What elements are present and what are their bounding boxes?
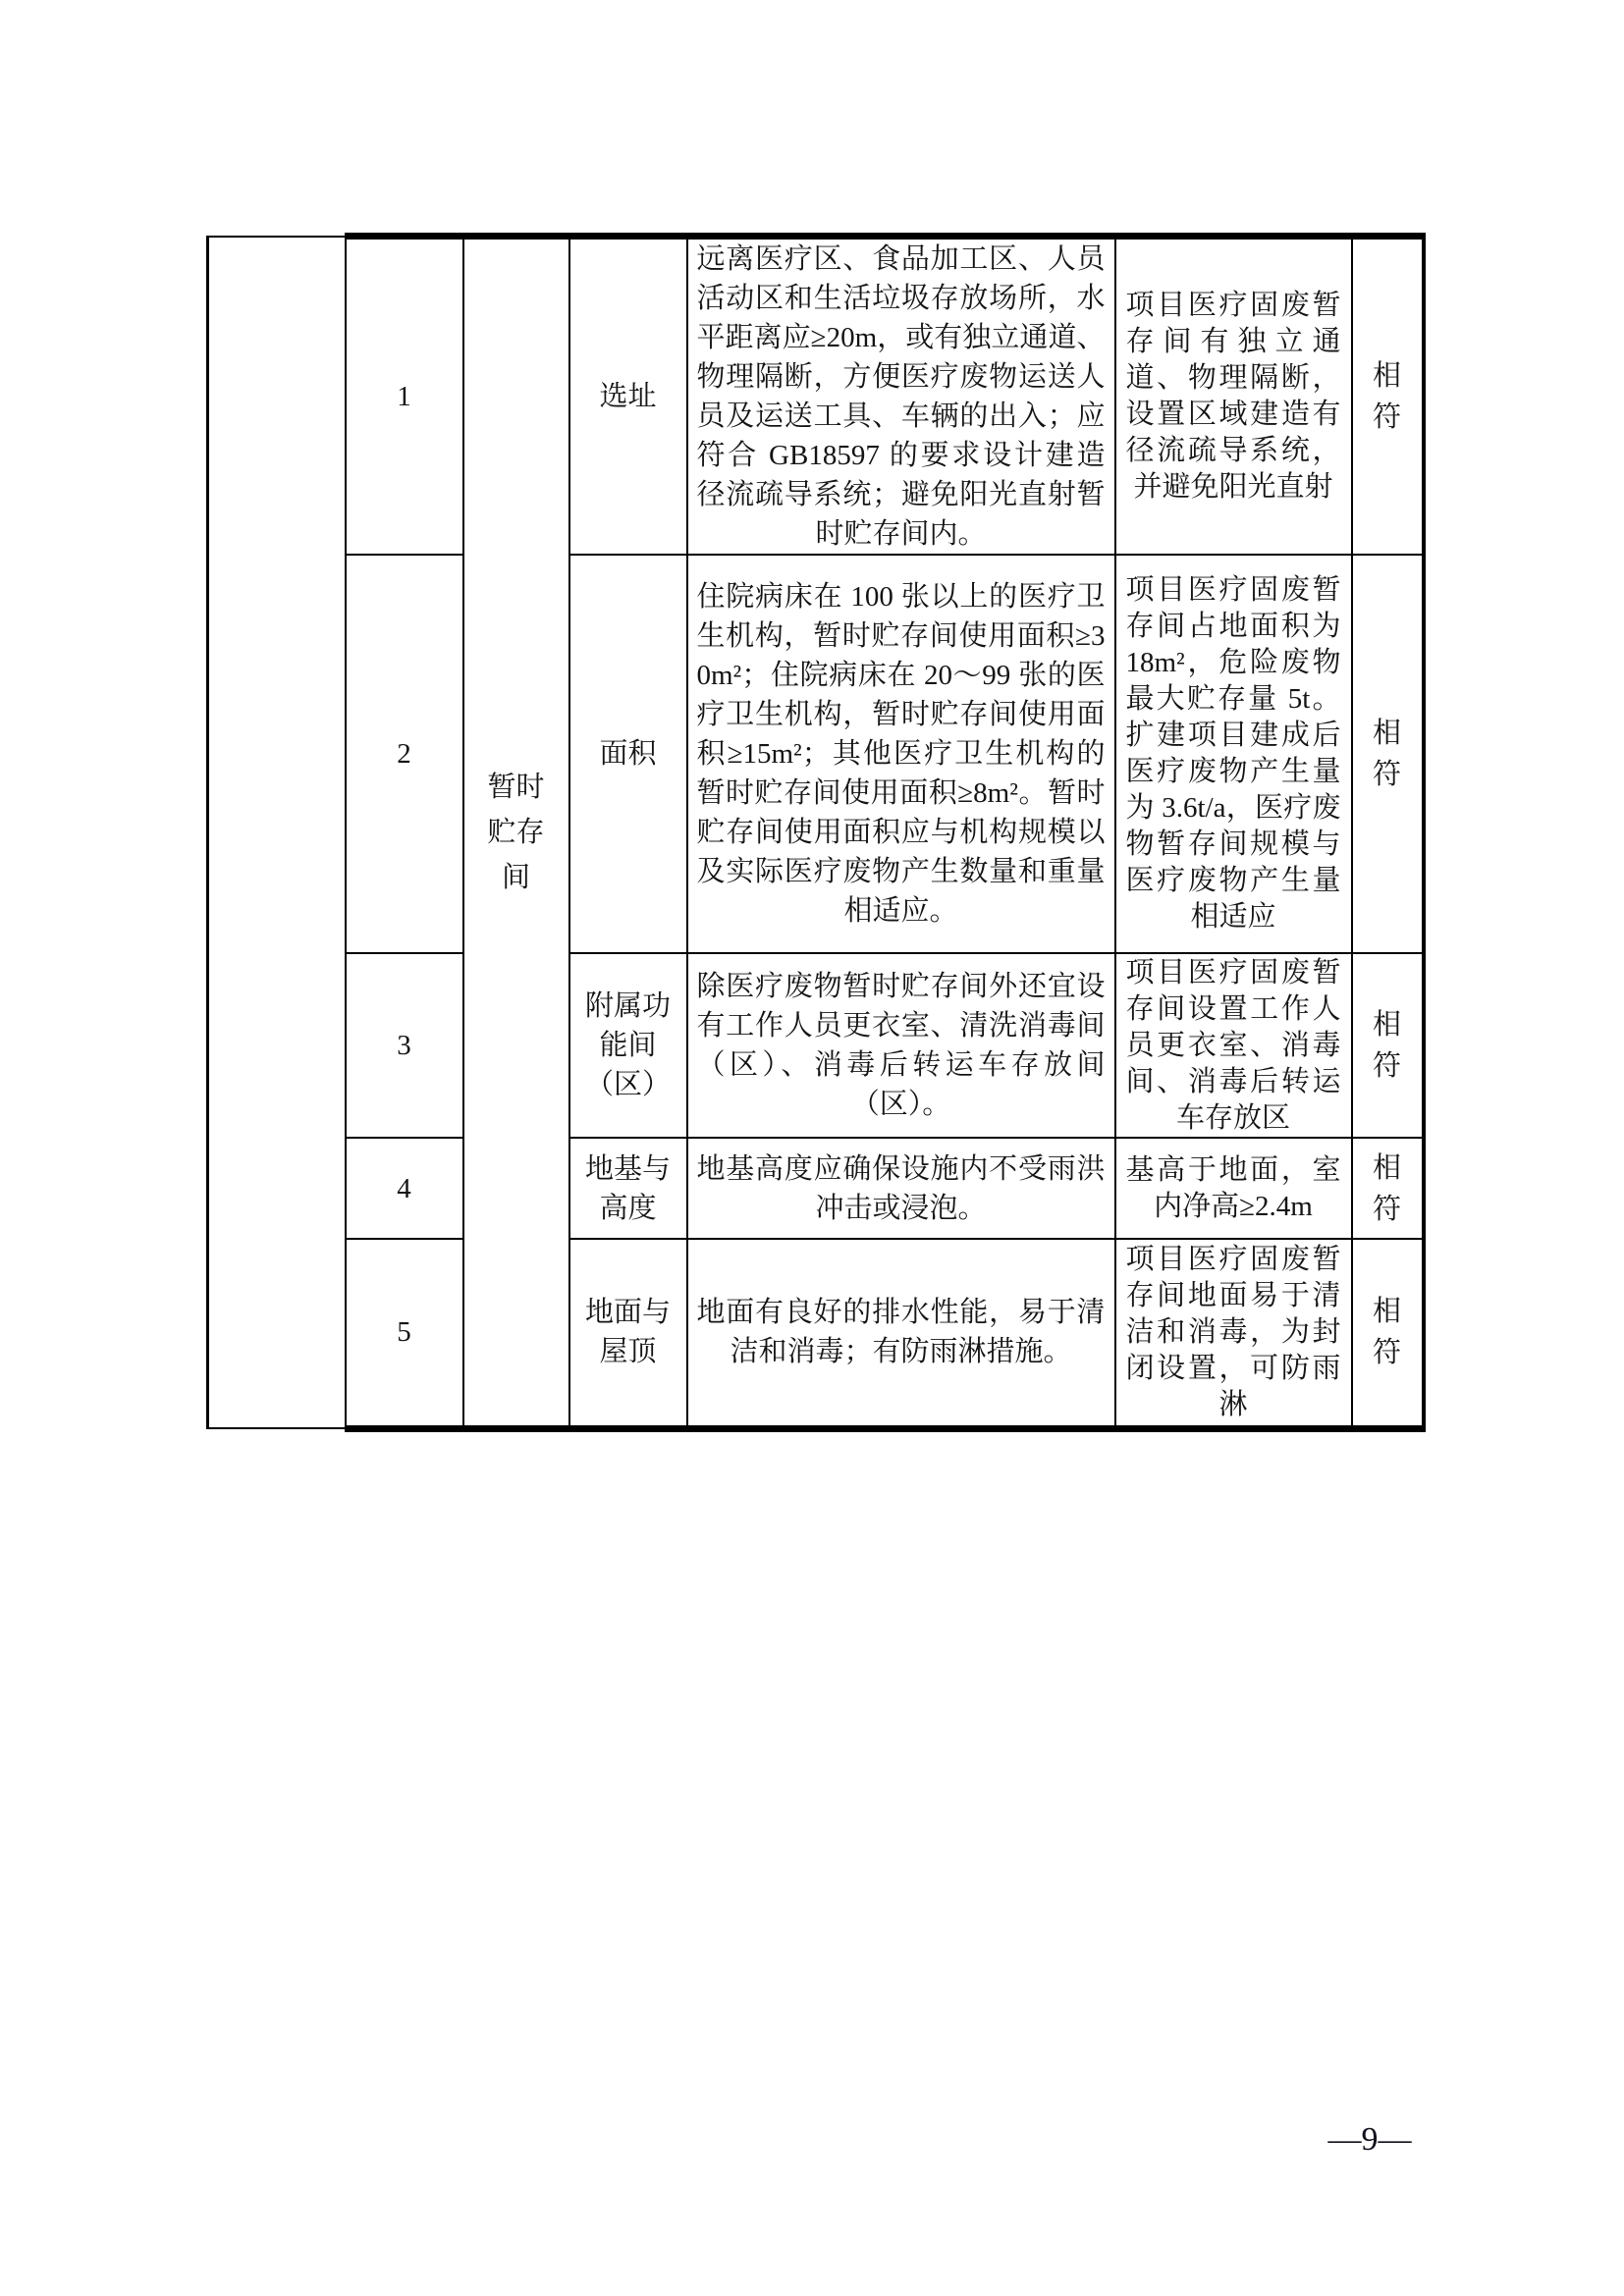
actual-cell: 项目医疗固废暂存间地面易于清洁和消毒，为封闭设置，可防雨淋	[1115, 1239, 1352, 1428]
actual-cell: 项目医疗固废暂存间有独立通道、物理隔断，设置区域建造有径流疏导系统，并避免阳光直射	[1115, 237, 1352, 556]
item-cell: 地面与屋顶	[569, 1239, 687, 1428]
requirement-cell: 地面有良好的排水性能，易于清洁和消毒；有防雨淋措施。	[687, 1239, 1115, 1428]
table-row	[208, 237, 1424, 556]
table-row	[208, 1138, 1424, 1239]
actual-cell: 基高于地面，室内净高≥2.4m	[1115, 1138, 1352, 1239]
requirement-cell: 除医疗废物暂时贮存间外还宜设有工作人员更衣室、清洗消毒间（区）、消毒后转运车存放间（区）。	[687, 953, 1115, 1138]
conclusion-cell: 相符	[1352, 555, 1424, 953]
item-cell: 选址	[569, 237, 687, 556]
seq-cell: 4	[346, 1138, 463, 1239]
side-spacer-cell	[208, 237, 346, 1429]
requirement-cell: 地基高度应确保设施内不受雨洪冲击或浸泡。	[687, 1138, 1115, 1239]
seq-cell: 2	[346, 555, 463, 953]
table-row	[208, 1239, 1424, 1428]
requirement-cell: 住院病床在 100 张以上的医疗卫生机构，暂时贮存间使用面积≥30m²；住院病床在 20～99 张的医疗卫生机构，暂时贮存间使用面积≥15m²；其他医疗卫生机构的暂时贮存间使用面积≥8m²。暂时贮存间使用面积应与机构规模以及实际医疗废物产生数量和重量相适应。	[687, 555, 1115, 953]
conclusion-cell: 相符	[1352, 953, 1424, 1138]
category-cell: 暂时贮存间	[463, 237, 569, 1429]
conclusion-cell: 相符	[1352, 1239, 1424, 1428]
conclusion-cell: 相符	[1352, 237, 1424, 556]
table-row	[208, 953, 1424, 1138]
actual-cell: 项目医疗固废暂存间占地面积为 18m²，危险废物最大贮存量 5t。扩建项目建成后医疗废物产生量为 3.6t/a，医疗废物暂存间规模与医疗废物产生量相适应	[1115, 555, 1352, 953]
seq-cell: 5	[346, 1239, 463, 1428]
seq-cell: 3	[346, 953, 463, 1138]
conclusion-cell: 相符	[1352, 1138, 1424, 1239]
table-row	[208, 555, 1424, 953]
seq-cell: 1	[346, 237, 463, 556]
item-cell: 附属功能间（区）	[569, 953, 687, 1138]
compliance-table	[206, 233, 1426, 1432]
item-cell: 面积	[569, 555, 687, 953]
requirement-cell: 远离医疗区、食品加工区、人员活动区和生活垃圾存放场所，水平距离应≥20m，或有独立通道、物理隔断，方便医疗废物运送人员及运送工具、车辆的出入；应符合 GB18597 的要求设计建造径流疏导系统；避免阳光直射暂时贮存间内。	[687, 237, 1115, 556]
item-cell: 地基与高度	[569, 1138, 687, 1239]
page-number: —9—	[1327, 2121, 1412, 2158]
actual-cell: 项目医疗固废暂存间设置工作人员更衣室、消毒间、消毒后转运车存放区	[1115, 953, 1352, 1138]
